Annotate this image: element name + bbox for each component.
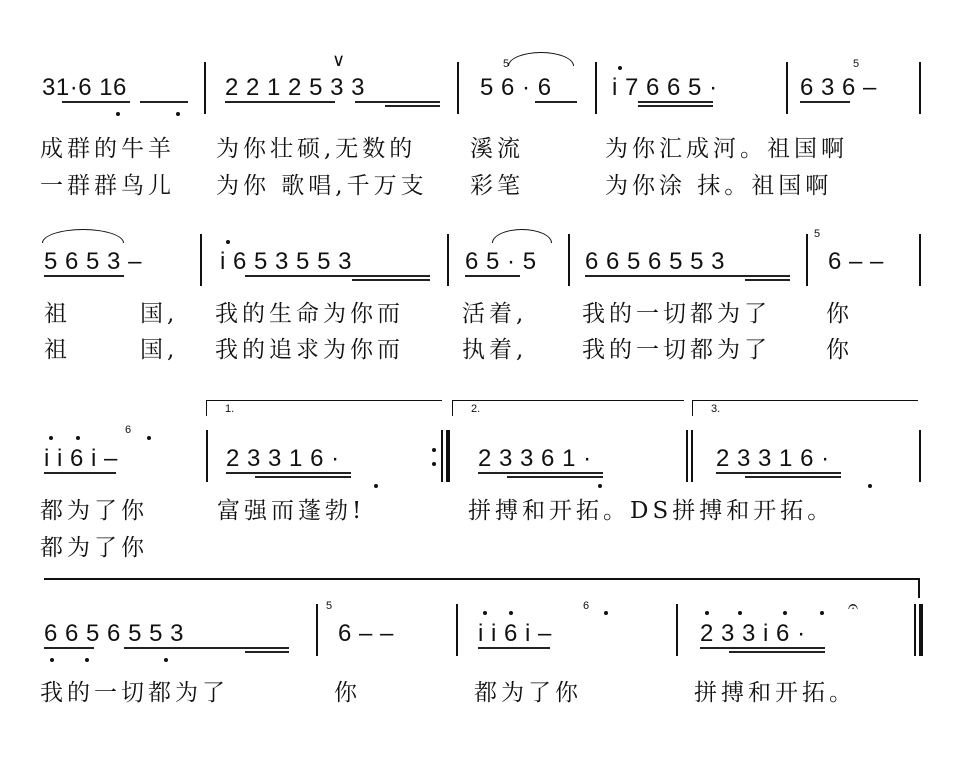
octave-dot xyxy=(483,611,487,615)
octave-dot xyxy=(783,611,787,615)
measure: i i 6 i – xyxy=(44,445,118,472)
repeat-dot xyxy=(432,448,436,452)
lyric: 都为了你 xyxy=(474,680,582,706)
beam xyxy=(255,476,351,478)
volta-2: 2. xyxy=(452,400,684,416)
octave-dot xyxy=(604,611,608,615)
measure: 5 6 5 3 – xyxy=(44,248,142,275)
octave-dot xyxy=(618,66,622,70)
grace-note: 5 xyxy=(853,58,860,70)
measure: 6 5 · 5 xyxy=(465,248,537,275)
lyric-line-2a xyxy=(0,296,975,332)
beam xyxy=(716,472,841,474)
barline xyxy=(568,234,570,286)
lyric: 我的一切都为了 xyxy=(582,301,771,327)
barline xyxy=(200,234,202,286)
grace-note: 6 xyxy=(583,600,590,612)
lyric: 我的追求为你而 xyxy=(215,337,404,363)
lyric: 为你涂 抹。祖国啊 xyxy=(605,173,833,199)
barline xyxy=(686,430,688,482)
measure: 2 3 3 1 6 · xyxy=(716,445,830,472)
octave-dot xyxy=(164,658,168,662)
barline xyxy=(676,604,678,656)
octave-dot xyxy=(76,436,80,440)
volta-3: 3. xyxy=(692,400,918,416)
beam xyxy=(62,101,130,103)
lyric: 都为了你 xyxy=(40,535,148,561)
barline xyxy=(206,430,208,482)
barline xyxy=(457,62,459,114)
grace-note: 5 xyxy=(503,58,510,70)
beam xyxy=(535,101,577,103)
lyric: 活着, xyxy=(462,301,528,327)
notation-line-4 xyxy=(0,612,975,656)
beam xyxy=(140,101,188,103)
lyric-line-1b xyxy=(0,168,975,204)
beam xyxy=(44,472,116,474)
grace-note: 5 xyxy=(814,228,821,240)
notation-line-3 xyxy=(0,437,975,481)
lyric: 执着, xyxy=(462,337,528,363)
lyric: 你 xyxy=(334,680,361,706)
beam xyxy=(638,105,713,107)
octave-dot xyxy=(85,658,89,662)
beam xyxy=(745,279,790,281)
lyric: 都为了你 xyxy=(40,498,148,524)
lyric: 我的生命为你而 xyxy=(215,301,404,327)
octave-dot xyxy=(738,611,742,615)
beam xyxy=(385,105,440,107)
lyric: 彩笔 xyxy=(470,173,524,199)
lyric: 为你壮硕,无数的 xyxy=(216,136,417,162)
barline xyxy=(786,62,788,114)
grace-note: 6 xyxy=(125,424,132,436)
slur xyxy=(508,52,574,66)
octave-dot xyxy=(705,611,709,615)
barline xyxy=(914,604,916,656)
lyric: 溪流 xyxy=(470,136,524,162)
measure: 6 – – xyxy=(338,620,394,647)
lyric-line-3a xyxy=(0,493,975,529)
barline xyxy=(446,430,450,482)
measure: 2 3 3 6 1 · xyxy=(478,445,592,472)
barline xyxy=(447,234,449,286)
beam xyxy=(44,275,124,277)
lyric: 祖 xyxy=(44,301,71,327)
barline xyxy=(919,234,921,286)
lyric: 国, xyxy=(140,337,179,363)
lyric: 拼搏和开拓。 xyxy=(694,680,856,706)
lyric: 一群群鸟儿 xyxy=(40,173,175,199)
beam xyxy=(729,651,825,653)
lyric: 富强而蓬勃! xyxy=(217,498,366,524)
beam xyxy=(800,101,850,103)
measure: 6 3 6 – xyxy=(800,74,877,101)
octave-dot xyxy=(50,658,54,662)
lyric: 为你汇成河。祖国啊 xyxy=(605,136,848,162)
barline xyxy=(919,430,921,482)
measure: 6 6 5 6 5 5 3 xyxy=(585,248,725,275)
beam xyxy=(478,472,603,474)
lyric-line-2b xyxy=(0,332,975,368)
measure: i 6 5 3 5 5 3 xyxy=(220,248,352,275)
octave-dot xyxy=(49,436,53,440)
beam xyxy=(507,476,603,478)
octave-dot xyxy=(176,112,180,116)
measure: 2 3 3 1 6 · xyxy=(226,445,340,472)
barline xyxy=(919,62,921,114)
barline xyxy=(918,578,920,598)
beam xyxy=(638,101,713,103)
beam xyxy=(352,279,430,281)
measure: 31·6 16 xyxy=(42,74,127,101)
beam xyxy=(245,275,430,277)
measure: 6 – – xyxy=(828,248,884,275)
beam xyxy=(44,647,94,649)
lyric-line-4 xyxy=(0,675,975,711)
octave-dot xyxy=(509,611,513,615)
measure: 6 6 5 6 5 5 3 xyxy=(44,620,184,647)
lyric-line-3b xyxy=(0,530,975,566)
barline xyxy=(316,604,318,656)
measure: i 7 6 6 5 · xyxy=(612,74,718,101)
beam xyxy=(745,476,841,478)
beam xyxy=(226,472,351,474)
notation-line-1 xyxy=(0,66,975,110)
beam xyxy=(700,647,825,649)
lyric: 你 xyxy=(826,301,853,327)
measure: 2 2 1 2 5 3 3 xyxy=(225,74,365,101)
beam xyxy=(124,647,289,649)
measure: i i 6 i – xyxy=(478,620,552,647)
lyric: 祖 xyxy=(44,337,71,363)
lyric-line-1a xyxy=(0,131,975,167)
barline xyxy=(919,604,923,656)
lyric: 国, xyxy=(140,301,179,327)
beam xyxy=(355,101,440,103)
beam xyxy=(245,651,289,653)
fermata-icon: 𝄐 xyxy=(848,596,859,617)
notation-line-2 xyxy=(0,240,975,284)
coda-line xyxy=(44,578,919,580)
lyric: 我的一切都为了 xyxy=(40,680,229,706)
beam xyxy=(585,275,790,277)
beam xyxy=(225,101,335,103)
lyric: 拼搏和开拓。DS拼搏和开拓。 xyxy=(468,498,835,524)
octave-dot xyxy=(868,484,872,488)
lyric: 我的一切都为了 xyxy=(582,337,771,363)
breath-mark: ∨ xyxy=(332,50,346,70)
volta-1: 1. xyxy=(206,400,442,416)
octave-dot xyxy=(147,436,151,440)
lyric: 为你 歌唱,千万支 xyxy=(216,173,428,199)
octave-dot xyxy=(598,484,602,488)
lyric: 成群的牛羊 xyxy=(40,136,175,162)
barline xyxy=(441,430,443,482)
octave-dot xyxy=(820,611,824,615)
measure: 5 6 · 6 xyxy=(480,74,552,101)
octave-dot xyxy=(374,484,378,488)
repeat-dot xyxy=(432,462,436,466)
barline xyxy=(806,234,808,286)
barline xyxy=(595,62,597,114)
lyric: 你 xyxy=(826,337,853,363)
octave-dot xyxy=(226,240,230,244)
beam xyxy=(465,275,520,277)
barline xyxy=(456,604,458,656)
barline xyxy=(691,430,693,482)
beam xyxy=(478,647,550,649)
barline xyxy=(204,62,206,114)
measure: 2 3 3 i 6 · xyxy=(700,620,806,647)
grace-note: 5 xyxy=(326,600,333,612)
octave-dot xyxy=(116,112,120,116)
